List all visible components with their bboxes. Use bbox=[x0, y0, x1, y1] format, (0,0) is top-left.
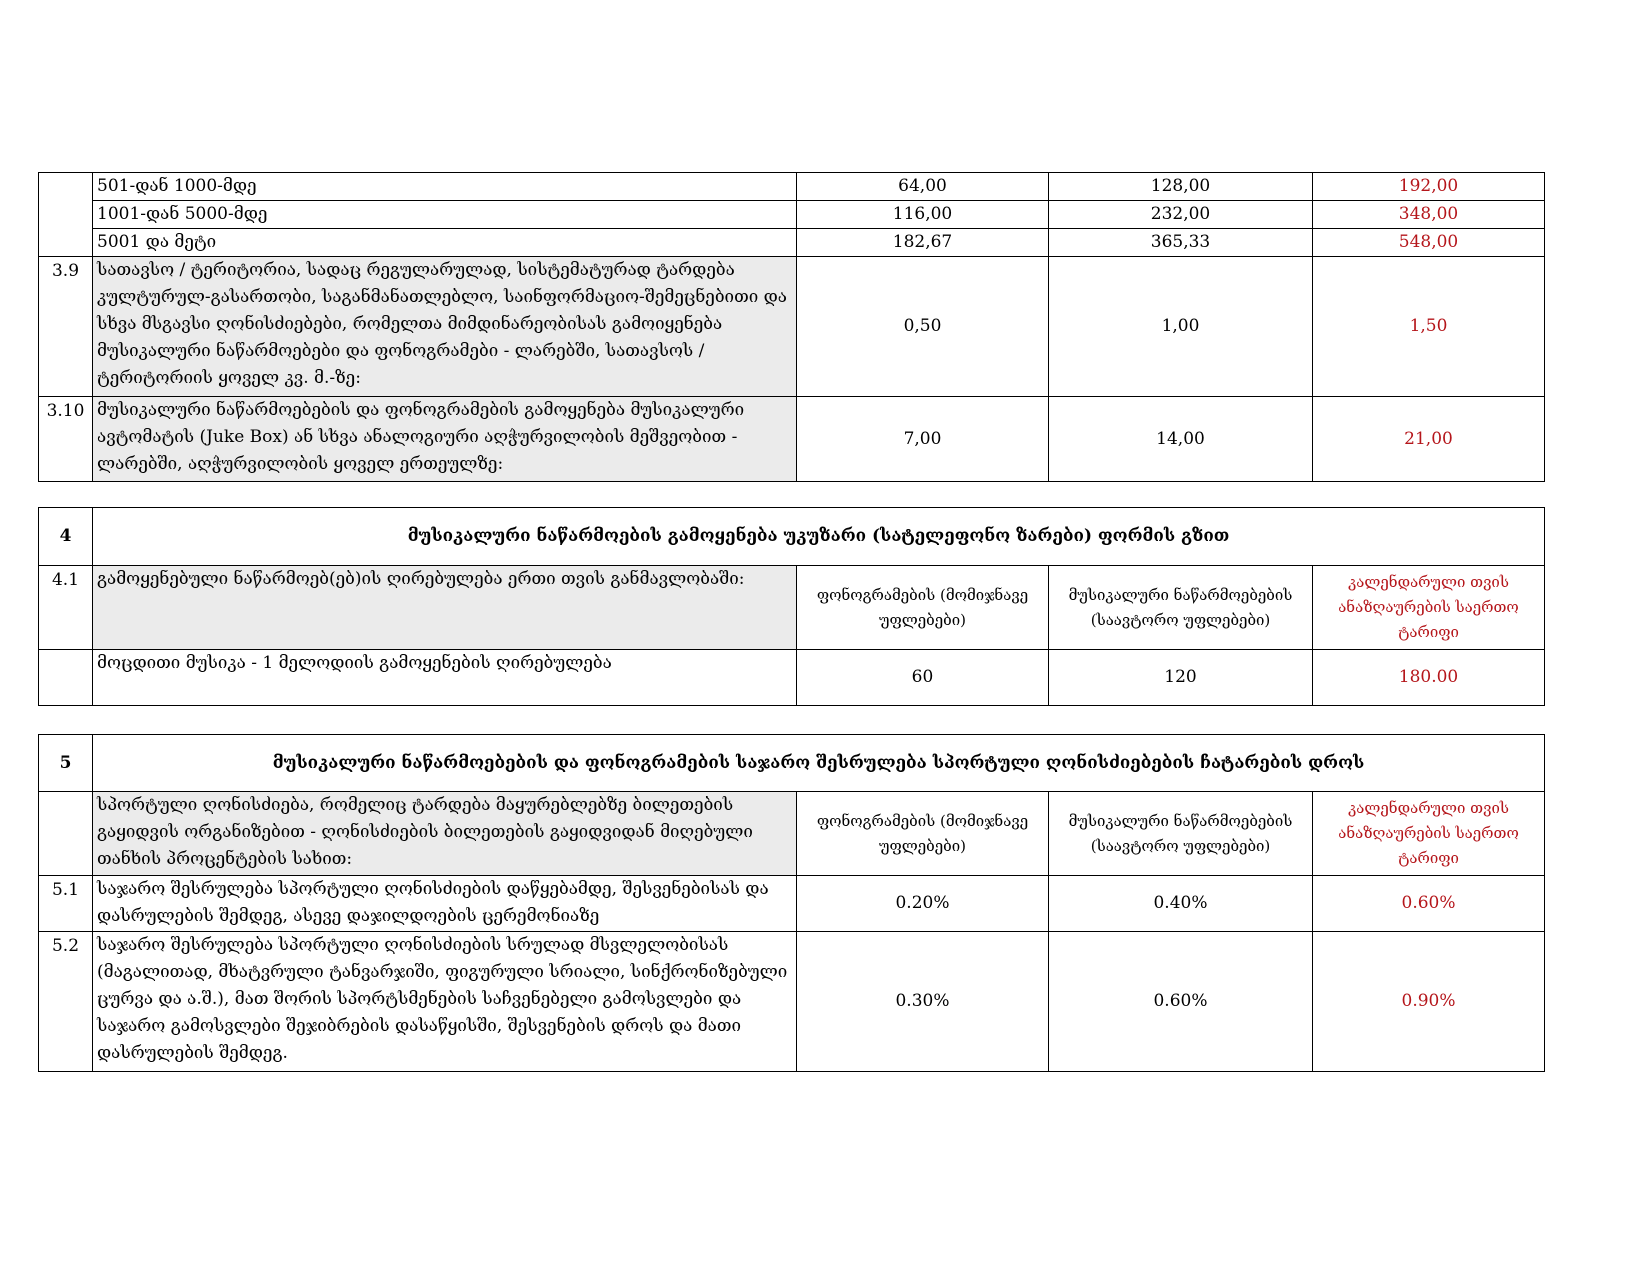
author-value: 14,00 bbox=[1049, 397, 1313, 482]
table-row bbox=[39, 650, 1545, 706]
column-header-phonograms: ფონოგრამების (მომიჯნავე უფლებები) bbox=[797, 566, 1049, 650]
column-header-works: მუსიკალური ნაწარმოებების (საავტორო უფლებები) bbox=[1049, 792, 1313, 876]
phonogram-value: 182,67 bbox=[797, 229, 1049, 257]
row-description: სპორტული ღონისძიება, რომელიც ტარდება მაყურებლებზე ბილეთების გაყიდვის ორგანიზებით - ღონისძიების ბილეთების გაყიდვიდან მიღებული თანხის პროცენტების სახით: bbox=[93, 792, 797, 876]
phonogram-value: 116,00 bbox=[797, 201, 1049, 229]
total-tariff-value: 21,00 bbox=[1313, 397, 1545, 482]
phonogram-value: 0.20% bbox=[797, 876, 1049, 932]
table-row bbox=[39, 229, 1545, 257]
row-number-cell bbox=[39, 792, 93, 876]
row-number-cell bbox=[39, 173, 93, 257]
tariff-table-section-5 bbox=[38, 734, 1545, 1072]
row-number: 4.1 bbox=[39, 566, 93, 650]
phonogram-value: 7,00 bbox=[797, 397, 1049, 482]
row-number: 3.10 bbox=[39, 397, 93, 482]
section-header-row bbox=[39, 735, 1545, 792]
row-number-cell bbox=[39, 650, 93, 706]
total-tariff-value: 348,00 bbox=[1313, 201, 1545, 229]
table-row bbox=[39, 257, 1545, 397]
author-value: 365,33 bbox=[1049, 229, 1313, 257]
author-value: 232,00 bbox=[1049, 201, 1313, 229]
row-description: მუსიკალური ნაწარმოებების და ფონოგრამების გამოყენება მუსიკალური ავტომატის (Juke Box) ან სხვა ანალოგიური აღჭურვილობის მეშვეობით - ლარებში, აღჭურვილობის ყოველ ერთეულზე: bbox=[93, 397, 797, 482]
column-header-total-tariff: კალენდარული თვის ანაზღაურების საერთო ტარიფი bbox=[1313, 792, 1545, 876]
author-value: 1,00 bbox=[1049, 257, 1313, 397]
table-row bbox=[39, 173, 1545, 201]
phonogram-value: 64,00 bbox=[797, 173, 1049, 201]
tariff-table-section-3 bbox=[38, 172, 1545, 482]
total-tariff-value: 180.00 bbox=[1313, 650, 1545, 706]
phonogram-value: 60 bbox=[797, 650, 1049, 706]
table-row bbox=[39, 876, 1545, 932]
tariff-table-section-4 bbox=[38, 507, 1545, 706]
total-tariff-value: 1,50 bbox=[1313, 257, 1545, 397]
table-row bbox=[39, 397, 1545, 482]
author-value: 128,00 bbox=[1049, 173, 1313, 201]
column-header-phonograms: ფონოგრამების (მომიჯნავე უფლებები) bbox=[797, 792, 1049, 876]
row-label: 5001 და მეტი bbox=[93, 229, 797, 257]
row-number: 5.1 bbox=[39, 876, 93, 932]
author-value: 120 bbox=[1049, 650, 1313, 706]
table-row bbox=[39, 201, 1545, 229]
total-tariff-value: 192,00 bbox=[1313, 173, 1545, 201]
row-description: საჯარო შესრულება სპორტული ღონისძიების დაწყებამდე, შესვენებისას და დასრულების შემდეგ, ასევე დაჯილდოების ცერემონიაზე bbox=[93, 876, 797, 932]
row-description: გამოყენებული ნაწარმოებ(ებ)ის ღირებულება ერთი თვის განმავლობაში: bbox=[93, 566, 797, 650]
section-title: მუსიკალური ნაწარმოების გამოყენება უკუზარი (სატელეფონო ზარები) ფორმის გზით bbox=[93, 508, 1545, 566]
row-number: 5.2 bbox=[39, 932, 93, 1072]
table-row bbox=[39, 566, 1545, 650]
table-row bbox=[39, 932, 1545, 1072]
column-header-total-tariff: კალენდარული თვის ანაზღაურების საერთო ტარიფი bbox=[1313, 566, 1545, 650]
section-title: მუსიკალური ნაწარმოებების და ფონოგრამების საჯარო შესრულება სპორტული ღონისძიებების ჩატარების დროს bbox=[93, 735, 1545, 792]
total-tariff-value: 548,00 bbox=[1313, 229, 1545, 257]
author-value: 0.60% bbox=[1049, 932, 1313, 1072]
author-value: 0.40% bbox=[1049, 876, 1313, 932]
phonogram-value: 0,50 bbox=[797, 257, 1049, 397]
row-description: მოცდითი მუსიკა - 1 მელოდიის გამოყენების ღირებულება bbox=[93, 650, 797, 706]
column-header-works: მუსიკალური ნაწარმოებების (საავტორო უფლებები) bbox=[1049, 566, 1313, 650]
phonogram-value: 0.30% bbox=[797, 932, 1049, 1072]
row-label: 501-დან 1000-მდე bbox=[93, 173, 797, 201]
row-number: 3.9 bbox=[39, 257, 93, 397]
row-label: 1001-დან 5000-მდე bbox=[93, 201, 797, 229]
table-row bbox=[39, 792, 1545, 876]
row-description: საჯარო შესრულება სპორტული ღონისძიების სრულად მსვლელობისას (მაგალითად, მხატვრული ტანვარჯიში, ფიგურული სრიალი, სინქრონიზებული ცურვა და ა.შ.), მათ შორის სპორტსმენების საჩვენებელი გამოსვლები და საჯარო გამოსვლები შეჯიბრების დასაწყისში, შესვენების დროს და მათი დასრულების შემდეგ. bbox=[93, 932, 797, 1072]
section-header-row bbox=[39, 508, 1545, 566]
section-number: 4 bbox=[39, 508, 93, 566]
section-number: 5 bbox=[39, 735, 93, 792]
row-description: სათავსო / ტერიტორია, სადაც რეგულარულად, სისტემატურად ტარდება კულტურულ-გასართობი, საგანმანათლებლო, საინფორმაციო-შემეცნებითი და სხვა მსგავსი ღონისძიებები, რომელთა მიმდინარეობისას გამოიყენება მუსიკალური ნაწარმოებები და ფონოგრამები - ლარებში, სათავსოს / ტერიტორიის ყოველ კვ. მ.-ზე: bbox=[93, 257, 797, 397]
total-tariff-value: 0.60% bbox=[1313, 876, 1545, 932]
total-tariff-value: 0.90% bbox=[1313, 932, 1545, 1072]
